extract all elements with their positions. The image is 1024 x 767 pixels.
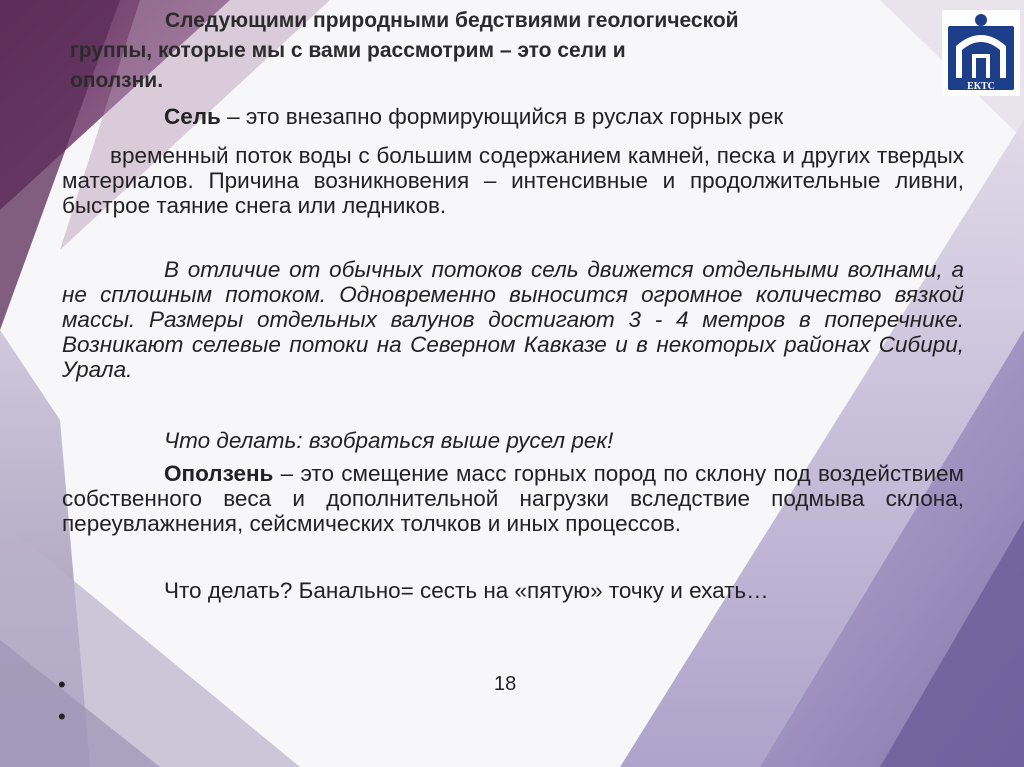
title-line-3: оползни. <box>70 69 164 92</box>
opolzen-action-text: Что делать? Банально= сесть на «пятую» точку и ехать… <box>164 578 769 603</box>
bullet-1: • <box>58 672 66 697</box>
title-line-2: группы, которые мы с вами рассмотрим – это сели и <box>70 39 626 62</box>
sel-def-line1: – это внезапно формирующийся в руслах горных рек <box>220 104 784 129</box>
page-number: 18 <box>494 673 517 695</box>
sel-description <box>62 257 964 382</box>
sel-def-rest: временный поток воды с большим содержанием камней, песка и других твердых материалов. Причина возникновения – интенсивные и продолжительные ливни, быстрое таяние снега или ледников. <box>62 143 964 218</box>
logo-text: ЕКТС <box>967 81 995 92</box>
sel-definition-line1 <box>62 104 964 129</box>
ekts-logo <box>942 10 1020 96</box>
sel-italic-paragraph: В отличие от обычных потоков сель движется отдельными волнами, а не сплошным потоком. Одновременно выносится огромное количество вязкой массы. Размеры отдельных валунов достигают 3 - 4 метров в поперечнике. Возникают селевые потоки на Северном Кавказе и в некоторых районах Сибири, Урала. <box>62 257 964 382</box>
title-line-1: Следующими природными бедствиями геологической <box>165 9 739 32</box>
sel-definition <box>62 143 964 218</box>
opolzen-action <box>62 578 964 603</box>
opolzen-term: Оползень <box>164 461 274 486</box>
opolzen-def: – это смещение масс горных пород по склону под воздействием собственного веса и дополнительной нагрузки вследствие подмыва склона, переувлажнения, сейсмических толчков и иных процессов. <box>62 461 964 536</box>
sel-action-text: Что делать: взобраться выше русел рек! <box>164 428 614 453</box>
sel-term: Сель <box>164 104 221 129</box>
slide-title <box>70 6 950 96</box>
sel-action <box>62 428 964 453</box>
opolzen-definition <box>62 461 964 536</box>
bullet-2: • <box>58 704 66 729</box>
